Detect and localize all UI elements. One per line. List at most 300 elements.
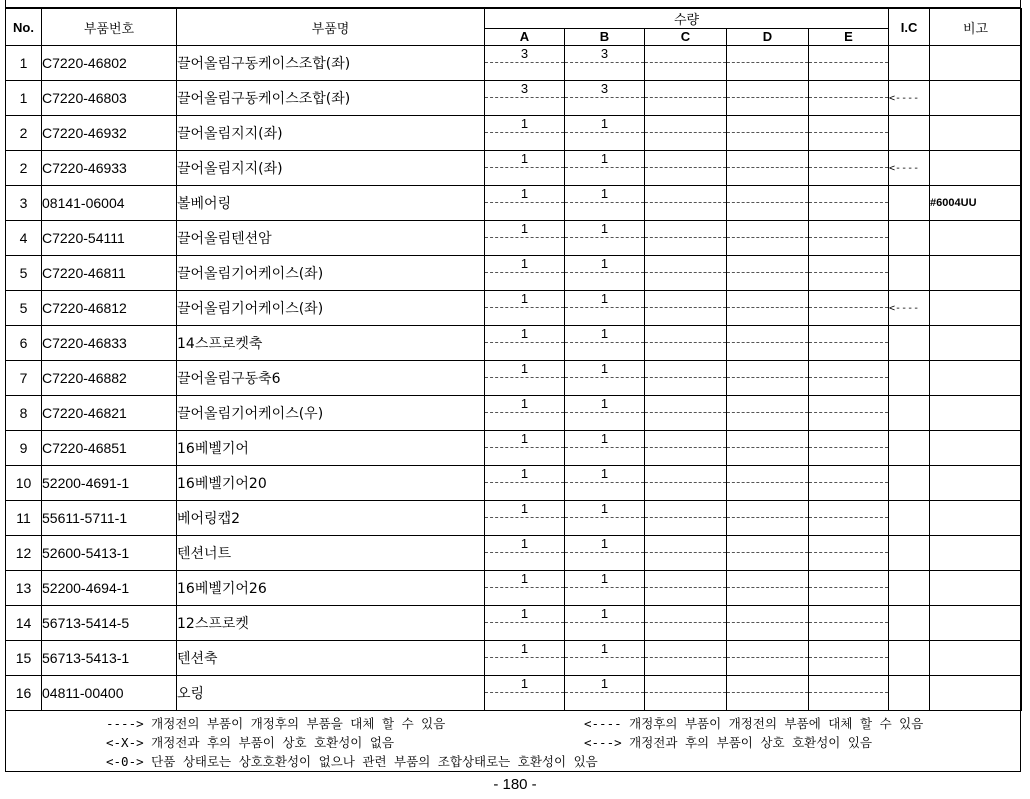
row-interchangeability: <---- (889, 81, 930, 116)
dashed-divider (485, 657, 564, 658)
header-ic: I.C (889, 9, 930, 46)
dashed-divider (645, 342, 726, 343)
table-row (6, 116, 1022, 151)
row-qty-b (565, 536, 645, 571)
qty-value: 1 (600, 641, 609, 656)
row-part-name: 끌어올림지지(좌) (177, 116, 485, 151)
row-interchangeability (889, 641, 930, 676)
qty-value: 1 (600, 676, 609, 691)
row-interchangeability (889, 466, 930, 501)
row-qty-b (565, 466, 645, 501)
header-no: No. (6, 9, 42, 46)
qty-value: 1 (520, 291, 529, 306)
row-part-number: C7220-54111 (42, 221, 177, 256)
qty-value: 1 (520, 676, 529, 691)
row-qty-d (727, 501, 809, 536)
dashed-divider (645, 97, 726, 98)
qty-value: 1 (600, 536, 609, 551)
dashed-divider (485, 202, 564, 203)
row-part-number: C7220-46802 (42, 46, 177, 81)
row-part-name: 끌어올림지지(좌) (177, 151, 485, 186)
qty-value (645, 256, 726, 272)
qty-value: 1 (600, 501, 609, 516)
row-interchangeability (889, 46, 930, 81)
row-part-name: 16베벨기어26 (177, 571, 485, 606)
row-remark (930, 326, 1022, 361)
qty-value (645, 151, 726, 167)
header-part-name: 부품명 (177, 9, 485, 46)
dashed-divider (485, 272, 564, 273)
row-qty-c (645, 186, 727, 221)
qty-value (645, 466, 726, 482)
row-remark (930, 536, 1022, 571)
qty-value: 1 (520, 361, 529, 376)
row-part-number: 04811-00400 (42, 676, 177, 711)
row-part-number: C7220-46932 (42, 116, 177, 151)
table-row (6, 256, 1022, 291)
qty-value: 1 (520, 256, 529, 271)
qty-value: 1 (520, 536, 529, 551)
row-no: 2 (6, 151, 42, 186)
table-row (6, 536, 1022, 571)
row-qty-c (645, 641, 727, 676)
row-qty-d (727, 466, 809, 501)
dashed-divider (485, 552, 564, 553)
row-no: 7 (6, 361, 42, 396)
qty-value (809, 256, 888, 272)
row-qty-e (809, 641, 889, 676)
dashed-divider (485, 517, 564, 518)
dashed-divider (645, 377, 726, 378)
dashed-divider (809, 167, 888, 168)
dashed-divider (565, 552, 644, 553)
dashed-divider (645, 62, 726, 63)
row-no: 3 (6, 186, 42, 221)
row-qty-b (565, 606, 645, 641)
dashed-divider (645, 307, 726, 308)
qty-value (809, 361, 888, 377)
row-part-number: 52600-5413-1 (42, 536, 177, 571)
dashed-divider (565, 202, 644, 203)
row-part-name: 텐션너트 (177, 536, 485, 571)
dashed-divider (645, 482, 726, 483)
dashed-divider (485, 412, 564, 413)
row-interchangeability (889, 361, 930, 396)
dashed-divider (645, 202, 726, 203)
header-qty-b: B (565, 29, 645, 46)
dashed-divider (809, 307, 888, 308)
dashed-divider (565, 97, 644, 98)
row-part-name: 베어링캡2 (177, 501, 485, 536)
table-row (6, 396, 1022, 431)
row-part-name: 끌어올림구동케이스조합(좌) (177, 46, 485, 81)
row-qty-d (727, 46, 809, 81)
row-remark (930, 116, 1022, 151)
dashed-divider (645, 447, 726, 448)
row-interchangeability (889, 186, 930, 221)
qty-value (727, 81, 808, 97)
table-row (6, 151, 1022, 186)
row-qty-c (645, 536, 727, 571)
header-qty-a: A (485, 29, 565, 46)
row-qty-b (565, 361, 645, 396)
row-qty-a (485, 431, 565, 466)
row-qty-a (485, 641, 565, 676)
row-qty-e (809, 116, 889, 151)
dashed-divider (565, 237, 644, 238)
dashed-divider (727, 167, 808, 168)
qty-value (727, 396, 808, 412)
row-qty-a (485, 81, 565, 116)
row-qty-c (645, 221, 727, 256)
dashed-divider (727, 692, 808, 693)
dashed-divider (565, 272, 644, 273)
row-no: 6 (6, 326, 42, 361)
row-qty-e (809, 81, 889, 116)
row-qty-e (809, 501, 889, 536)
dashed-divider (727, 132, 808, 133)
dashed-divider (565, 412, 644, 413)
row-part-number: 55611-5711-1 (42, 501, 177, 536)
qty-value (727, 571, 808, 587)
row-qty-a (485, 396, 565, 431)
row-qty-b (565, 641, 645, 676)
dashed-divider (809, 552, 888, 553)
dashed-divider (727, 657, 808, 658)
row-qty-c (645, 81, 727, 116)
dashed-divider (485, 342, 564, 343)
row-qty-a (485, 501, 565, 536)
row-part-number: 08141-06004 (42, 186, 177, 221)
dashed-divider (565, 342, 644, 343)
qty-value (809, 536, 888, 552)
row-part-number: 52200-4691-1 (42, 466, 177, 501)
row-part-number: C7220-46851 (42, 431, 177, 466)
qty-value: 3 (600, 46, 609, 61)
row-part-number: 56713-5414-5 (42, 606, 177, 641)
row-remark (930, 221, 1022, 256)
row-interchangeability (889, 676, 930, 711)
table-row (6, 81, 1022, 116)
row-qty-c (645, 46, 727, 81)
row-qty-e (809, 326, 889, 361)
row-part-name: 16베벨기어 (177, 431, 485, 466)
dashed-divider (809, 412, 888, 413)
row-part-number: C7220-46833 (42, 326, 177, 361)
dashed-divider (809, 237, 888, 238)
row-remark (930, 361, 1022, 396)
row-qty-e (809, 466, 889, 501)
header-part-number: 부품번호 (42, 9, 177, 46)
row-no: 1 (6, 81, 42, 116)
row-qty-a (485, 676, 565, 711)
qty-value: 1 (600, 326, 609, 341)
row-no: 5 (6, 256, 42, 291)
row-qty-b (565, 151, 645, 186)
qty-value (809, 116, 888, 132)
row-interchangeability (889, 396, 930, 431)
table-row (6, 186, 1022, 221)
qty-value (727, 151, 808, 167)
qty-value (727, 221, 808, 237)
row-part-name: 끌어올림기어케이스(우) (177, 396, 485, 431)
qty-value: 3 (600, 81, 609, 96)
dashed-divider (809, 622, 888, 623)
row-qty-c (645, 571, 727, 606)
row-qty-a (485, 291, 565, 326)
row-part-number: C7220-46882 (42, 361, 177, 396)
qty-value (645, 571, 726, 587)
qty-value (727, 46, 808, 62)
qty-value: 1 (520, 466, 529, 481)
row-qty-e (809, 46, 889, 81)
header-qty-e: E (809, 29, 889, 46)
row-qty-b (565, 81, 645, 116)
qty-value (809, 46, 888, 62)
dashed-divider (565, 377, 644, 378)
dashed-divider (485, 132, 564, 133)
row-qty-b (565, 116, 645, 151)
qty-value (727, 501, 808, 517)
row-part-number: C7220-46933 (42, 151, 177, 186)
qty-value (645, 501, 726, 517)
dashed-divider (565, 132, 644, 133)
qty-value (809, 291, 888, 307)
row-part-name: 오링 (177, 676, 485, 711)
dashed-divider (645, 167, 726, 168)
row-qty-c (645, 431, 727, 466)
dashed-divider (565, 657, 644, 658)
qty-value: 3 (520, 46, 529, 61)
dashed-divider (645, 587, 726, 588)
dashed-divider (645, 272, 726, 273)
row-remark (930, 676, 1022, 711)
dashed-divider (727, 517, 808, 518)
row-qty-e (809, 186, 889, 221)
dashed-divider (727, 447, 808, 448)
row-remark (930, 501, 1022, 536)
row-part-number: C7220-46803 (42, 81, 177, 116)
row-qty-e (809, 291, 889, 326)
qty-value (727, 326, 808, 342)
qty-value (727, 676, 808, 692)
row-remark (930, 151, 1022, 186)
row-qty-a (485, 361, 565, 396)
row-qty-e (809, 151, 889, 186)
qty-value (645, 431, 726, 447)
dashed-divider (809, 272, 888, 273)
row-interchangeability (889, 326, 930, 361)
dashed-divider (565, 482, 644, 483)
row-part-name: 끌어올림기어케이스(좌) (177, 291, 485, 326)
qty-value: 1 (600, 291, 609, 306)
dashed-divider (809, 342, 888, 343)
qty-value (645, 186, 726, 202)
row-part-name: 끌어올림텐션암 (177, 221, 485, 256)
row-interchangeability (889, 501, 930, 536)
row-remark (930, 291, 1022, 326)
qty-value: 1 (520, 431, 529, 446)
dashed-divider (727, 552, 808, 553)
dashed-divider (485, 167, 564, 168)
legend-interchangeable: <---> 개정전과 후의 부품이 상호 호환성이 있음 (584, 735, 873, 750)
row-remark (930, 606, 1022, 641)
dashed-divider (485, 237, 564, 238)
row-qty-d (727, 326, 809, 361)
row-qty-d (727, 361, 809, 396)
header-remarks: 비고 (930, 9, 1022, 46)
row-qty-c (645, 501, 727, 536)
row-interchangeability (889, 431, 930, 466)
row-no: 4 (6, 221, 42, 256)
row-qty-e (809, 676, 889, 711)
qty-value: 1 (600, 361, 609, 376)
qty-value (727, 116, 808, 132)
qty-value: 1 (600, 221, 609, 236)
row-qty-d (727, 396, 809, 431)
row-qty-d (727, 641, 809, 676)
dashed-divider (809, 202, 888, 203)
row-qty-d (727, 81, 809, 116)
page-number: - 180 - (493, 776, 537, 793)
dashed-divider (809, 62, 888, 63)
row-remark: #6004UU (930, 186, 1022, 221)
legend-not-interchangeable: <-X-> 개정전과 후의 부품이 상호 호환성이 없음 (106, 735, 395, 750)
row-qty-c (645, 606, 727, 641)
row-qty-b (565, 396, 645, 431)
row-qty-e (809, 256, 889, 291)
dashed-divider (645, 552, 726, 553)
qty-value (809, 641, 888, 657)
dashed-divider (485, 692, 564, 693)
dashed-divider (565, 517, 644, 518)
qty-value (809, 501, 888, 517)
row-no: 14 (6, 606, 42, 641)
row-qty-b (565, 186, 645, 221)
dashed-divider (485, 62, 564, 63)
row-qty-c (645, 466, 727, 501)
legend-backward-replace: <---- 개정후의 부품이 개정전의 부품에 대체 할 수 있음 (584, 716, 924, 731)
row-qty-d (727, 151, 809, 186)
qty-value (645, 676, 726, 692)
dashed-divider (565, 307, 644, 308)
qty-value: 1 (600, 571, 609, 586)
dashed-divider (565, 692, 644, 693)
qty-value: 1 (600, 606, 609, 621)
dashed-divider (485, 447, 564, 448)
qty-value: 1 (520, 396, 529, 411)
row-qty-d (727, 536, 809, 571)
dashed-divider (565, 62, 644, 63)
table-row (6, 606, 1022, 641)
row-qty-d (727, 256, 809, 291)
row-qty-d (727, 221, 809, 256)
qty-value (645, 536, 726, 552)
table-row (6, 361, 1022, 396)
qty-value (809, 221, 888, 237)
qty-value (645, 641, 726, 657)
legend-assembly-interchangeable: <-0-> 단품 상태로는 상호호환성이 없으나 관련 부품의 조합상태로는 호환성이 있음 (106, 754, 598, 769)
row-part-number: C7220-46821 (42, 396, 177, 431)
qty-value (727, 186, 808, 202)
row-no: 10 (6, 466, 42, 501)
dashed-divider (809, 97, 888, 98)
row-qty-c (645, 291, 727, 326)
row-qty-b (565, 501, 645, 536)
row-interchangeability: <---- (889, 291, 930, 326)
row-interchangeability (889, 221, 930, 256)
dashed-divider (485, 377, 564, 378)
qty-value: 1 (600, 116, 609, 131)
row-part-name: 끌어올림구동케이스조합(좌) (177, 81, 485, 116)
table-row (6, 46, 1022, 81)
row-qty-c (645, 116, 727, 151)
qty-value (809, 326, 888, 342)
qty-value (809, 571, 888, 587)
row-qty-a (485, 466, 565, 501)
row-qty-e (809, 431, 889, 466)
qty-value: 3 (520, 81, 529, 96)
row-qty-e (809, 536, 889, 571)
dashed-divider (809, 377, 888, 378)
dashed-divider (565, 587, 644, 588)
row-interchangeability (889, 116, 930, 151)
qty-value: 1 (600, 396, 609, 411)
row-remark (930, 641, 1022, 676)
qty-value (727, 466, 808, 482)
row-qty-a (485, 151, 565, 186)
dashed-divider (727, 342, 808, 343)
row-part-number: C7220-46811 (42, 256, 177, 291)
row-part-number: 52200-4694-1 (42, 571, 177, 606)
qty-value (727, 431, 808, 447)
dashed-divider (485, 622, 564, 623)
qty-value (809, 431, 888, 447)
row-part-name: 14스프로켓축 (177, 326, 485, 361)
qty-value (809, 151, 888, 167)
row-no: 13 (6, 571, 42, 606)
row-no: 5 (6, 291, 42, 326)
header-qty-c: C (645, 29, 727, 46)
dashed-divider (727, 237, 808, 238)
row-remark (930, 256, 1022, 291)
row-no: 1 (6, 46, 42, 81)
qty-value (645, 291, 726, 307)
table-row (6, 501, 1022, 536)
qty-value (809, 186, 888, 202)
row-no: 11 (6, 501, 42, 536)
dashed-divider (645, 412, 726, 413)
dashed-divider (645, 237, 726, 238)
row-qty-a (485, 46, 565, 81)
row-qty-c (645, 361, 727, 396)
row-part-name: 끌어올림기어케이스(좌) (177, 256, 485, 291)
dashed-divider (565, 167, 644, 168)
row-qty-a (485, 326, 565, 361)
row-qty-a (485, 536, 565, 571)
dashed-divider (809, 517, 888, 518)
qty-value (645, 116, 726, 132)
row-interchangeability (889, 606, 930, 641)
qty-value: 1 (520, 221, 529, 236)
row-qty-b (565, 256, 645, 291)
row-qty-c (645, 396, 727, 431)
dashed-divider (485, 587, 564, 588)
qty-value: 1 (600, 431, 609, 446)
row-qty-b (565, 571, 645, 606)
dashed-divider (809, 657, 888, 658)
dashed-divider (809, 482, 888, 483)
